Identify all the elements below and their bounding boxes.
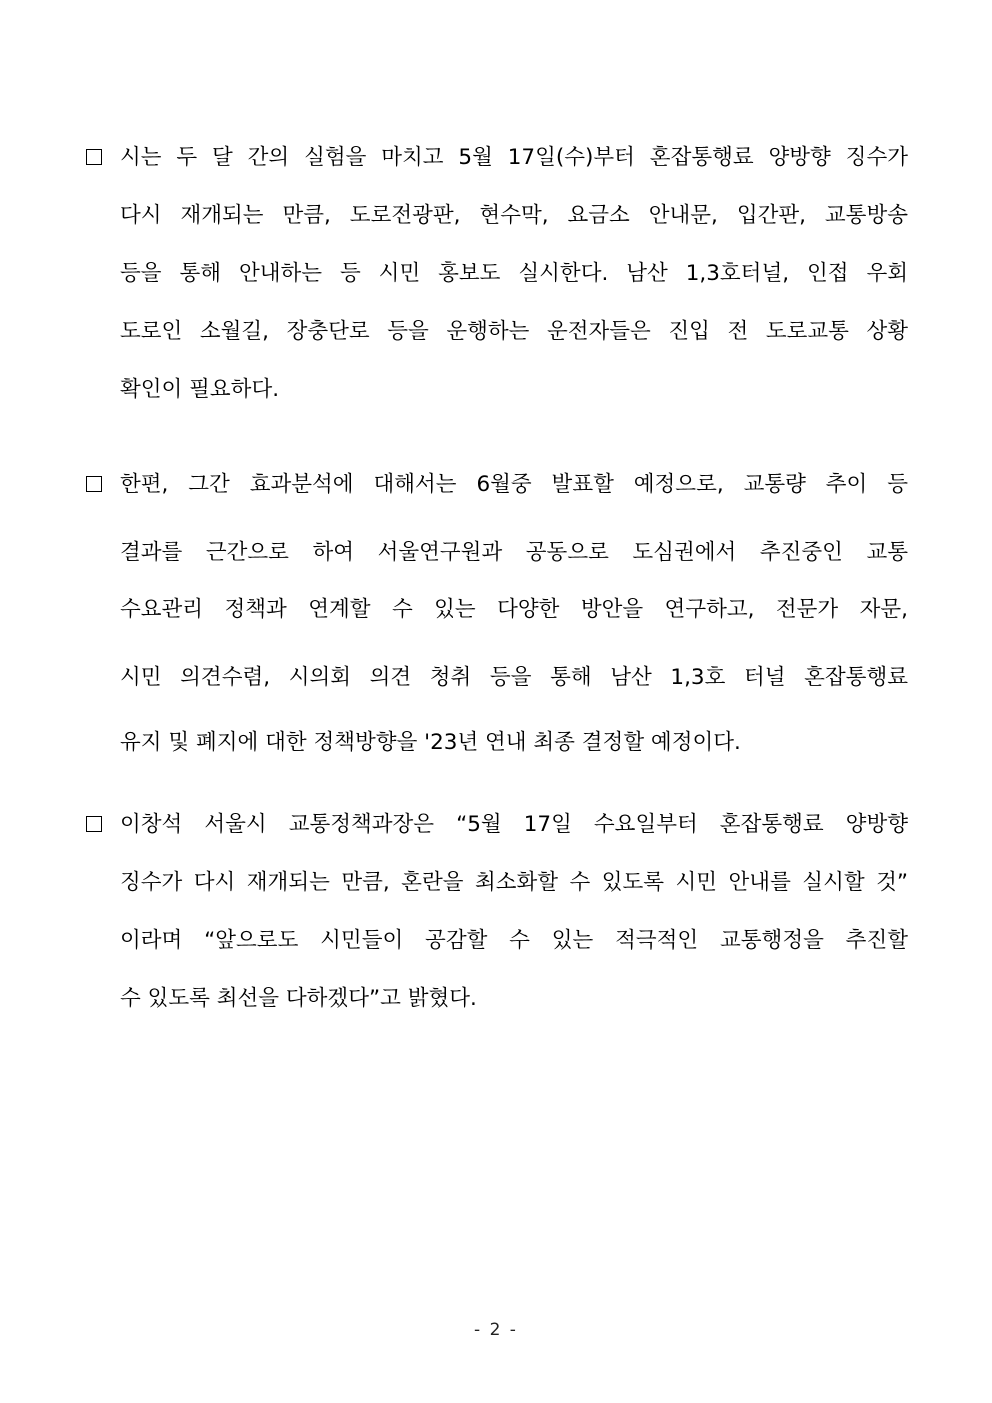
paragraph-line: 한편, 그간 효과분석에 대해서는 6월중 발표할 예정으로, 교통량 추이 등 [120, 472, 908, 497]
paragraph-line: 결과를 근간으로 하여 서울연구원과 공동으로 도심권에서 추진중인 교통 [120, 540, 908, 565]
checkbox-bullet-icon [86, 816, 102, 832]
checkbox-bullet-icon [86, 476, 102, 492]
paragraph-line: 다시 재개되는 만큼, 도로전광판, 현수막, 요금소 안내문, 입간판, 교통방송 [120, 203, 908, 228]
checkbox-bullet-icon [86, 149, 102, 165]
paragraph-line: 시민 의견수렴, 시의회 의견 청취 등을 통해 남산 1,3호 터널 혼잡통행료 [120, 665, 908, 690]
paragraph-line: 수 있도록 최선을 다하겠다”고 밝혔다. [120, 986, 477, 1011]
paragraph-line: 도로인 소월길, 장충단로 등을 운행하는 운전자들은 진입 전 도로교통 상황 [120, 319, 908, 344]
page-number: - 2 - [474, 1320, 518, 1340]
paragraph-line: 수요관리 정책과 연계할 수 있는 다양한 방안을 연구하고, 전문가 자문, [120, 597, 908, 622]
paragraph-line: 이창석 서울시 교통정책과장은 “5월 17일 수요일부터 혼잡통행료 양방향 [120, 812, 908, 837]
paragraph-line: 징수가 다시 재개되는 만큼, 혼란을 최소화할 수 있도록 시민 안내를 실시할 것” [120, 870, 908, 895]
paragraph-line: 등을 통해 안내하는 등 시민 홍보도 실시한다. 남산 1,3호터널, 인접 우회 [120, 261, 908, 286]
paragraph-line: 유지 및 폐지에 대한 정책방향을 '23년 연내 최종 결정할 예정이다. [120, 730, 741, 755]
paragraph-line: 확인이 필요하다. [120, 377, 280, 402]
paragraph-line: 이라며 “앞으로도 시민들이 공감할 수 있는 적극적인 교통행정을 추진할 [120, 928, 908, 953]
paragraph-line: 시는 두 달 간의 실험을 마치고 5월 17일(수)부터 혼잡통행료 양방향 징수가 [120, 145, 908, 170]
